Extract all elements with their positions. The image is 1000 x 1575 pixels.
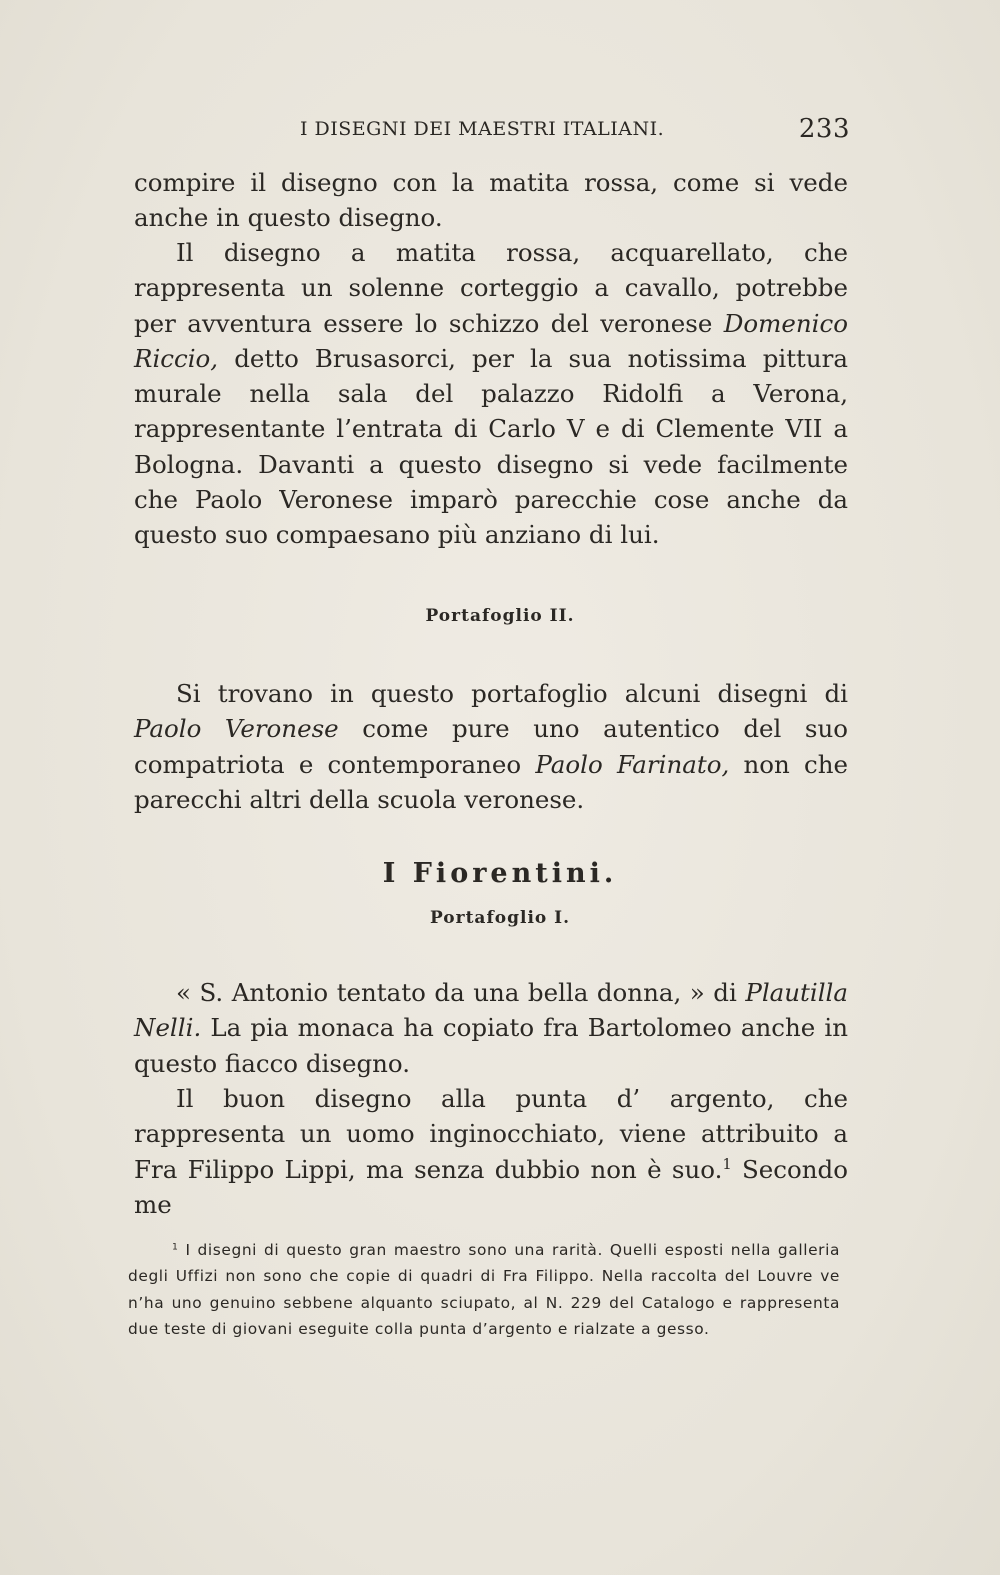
paragraph-2 (134, 235, 848, 553)
paragraph-4-text-a: « S. Antonio tentato da una bella donna, » di (176, 978, 746, 1007)
paragraph-5-continuation: Secondo me (134, 1154, 848, 1219)
paragraph-2-text-b: detto Brusasorci, per la sua notissima pittura murale nella sala del palazzo Ridolfi a Verona, rappresentante l’entrata di Carlo V e di Clemente VII a Bologna. Davanti a questo disegno si vede facilmente che Paolo Veronese imparò parecchie cose anche da questo suo compaesano più anziano di lui. (134, 343, 848, 550)
footnote-mark: 1 (172, 1241, 179, 1253)
paragraph-2-text-a: Il disegno a matita rossa, acquarellato, che rappresenta un solenne corteggio a cavallo, potrebbe per avventura essere lo schizzo del veronese (134, 238, 848, 338)
paragraph-3-text-c: non che parecchi altri della scuola veronese. (134, 749, 849, 814)
footnote-reference: 1 (722, 1155, 732, 1173)
artist-name-domenico-riccio: Domenico Riccio, (134, 308, 848, 373)
paragraph-3-text-a: Si trovano in questo portafoglio alcuni disegni di (176, 679, 848, 708)
artist-name-paolo-veronese: Paolo Veronese (134, 714, 339, 744)
paragraph-5 (134, 1081, 848, 1222)
subheading-portafoglio-i: Portafoglio I. (429, 908, 571, 928)
artist-name-plautilla-nelli: Plautilla Nelli. (134, 978, 848, 1043)
paragraph-1-text: compire il disegno con la matita rossa, come si vede anche in questo disegno. (134, 168, 848, 233)
paragraph-4-text-b: La pia monaca ha copiato fra Bartolomeo anche in questo fiacco disegno. (134, 1013, 848, 1078)
footnote-text: I disegni di questo gran maestro sono una rarità. Quelli esposti nella galleria degli Uffizi non sono che copie di quadri di Fra Filippo. Nella raccolta del Louvre ve n’ha uno genuino sebbene alquanto sciupato, al N. 229 del Catalogo e rappresenta due teste di giovani eseguite colla punta d’argento e rialzate a gesso. (128, 1241, 840, 1339)
footnote (128, 1237, 840, 1343)
paragraph-4 (134, 975, 848, 1081)
paragraph-3-text-b: come pure uno autentico del suo compatriota e contemporaneo (134, 714, 848, 779)
running-header (300, 114, 850, 148)
section-heading: I Fiorentini. (382, 858, 618, 889)
subheading-portafoglio-ii: Portafoglio II. (425, 606, 575, 626)
paragraph-5-text: Il buon disegno alla punta d’ argento, che rappresenta un uomo inginocchiato, viene attribuito a Fra Filippo Lippi, ma senza dubbio non è suo. (134, 1084, 848, 1184)
paragraph-3 (134, 676, 848, 817)
paragraph-1 (134, 165, 848, 236)
artist-name-paolo-farinato: Paolo Farinato, (535, 749, 730, 779)
page-number: 233 (798, 114, 850, 144)
running-title: I DISEGNI DEI MAESTRI ITALIANI. (300, 118, 665, 140)
